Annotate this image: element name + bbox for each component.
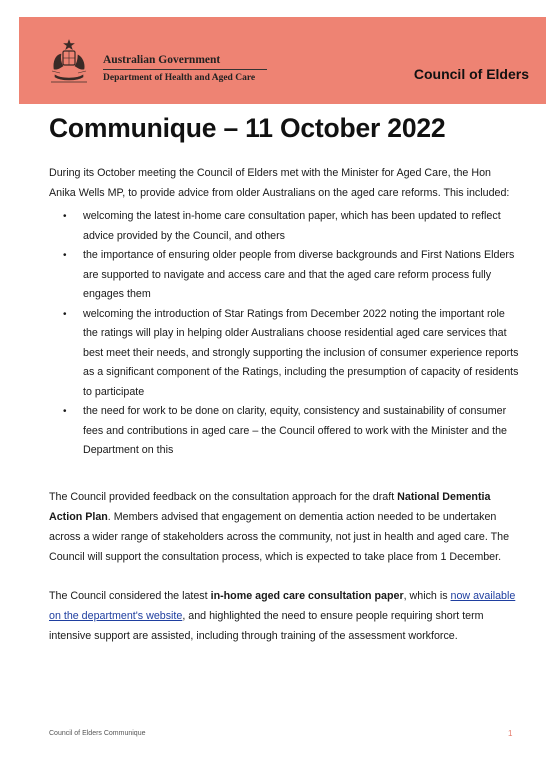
dementia-plan-bold: National Dementia Action Plan: [49, 490, 491, 523]
logo-divider: [103, 69, 267, 70]
dementia-paragraph: [49, 487, 519, 567]
text-run: The Council considered the latest: [49, 589, 211, 602]
bullet-icon: •: [63, 211, 67, 222]
government-logo-text: [103, 54, 267, 83]
text-run: . Members advised that engagement on dementia action needed to be undertaken across a wider range of stakeholders across the community, not just in health and aged care. The Council will support the consultation process, which is expected to take place from 1 December.: [49, 510, 510, 563]
bullet-icon: •: [63, 308, 67, 320]
list-item-text: welcoming the latest in-home care consultation paper, which has been updated to reflect advice provided by the Council, and others: [83, 210, 501, 242]
list-item: [49, 305, 519, 403]
list-item-text: the importance of ensuring older people from diverse backgrounds and First Nations Elders are supported to navigate and access care and that the aged care reform process fully engages them: [83, 249, 515, 300]
list-item: [49, 402, 519, 461]
bullet-icon: •: [63, 406, 67, 417]
consultation-paper-bold: in-home aged care consultation paper: [210, 589, 404, 602]
header-banner: [19, 17, 546, 104]
footer-title: Council of Elders Communique: [49, 730, 146, 737]
text-run: , which is: [403, 589, 451, 602]
department-name: Department of Health and Aged Care: [103, 73, 256, 83]
in-home-care-paragraph: [49, 586, 519, 646]
list-item-text: welcoming the introduction of Star Ratings from December 2022 noting the important role the ratings will play in helping older Australians choose residential aged care services that best meet their needs, and strongly supporting the inclusion of consumer experience reports as a significant component of the Ratings, including the presumption of capacity of residents to participate: [83, 307, 519, 398]
government-name: Australian Government: [103, 54, 221, 66]
bullet-icon: •: [63, 250, 67, 261]
text-run: , and highlighted the need to ensure people requiring short term intensive support are assisted, including through training of the assessment workforce.: [49, 609, 484, 642]
coat-of-arms-icon: [49, 39, 89, 83]
list-item: [49, 207, 519, 246]
bullet-list: [49, 207, 519, 461]
department-website-link[interactable]: now available on the department's website: [49, 589, 516, 622]
document-body: [49, 163, 519, 646]
page-number: 1: [508, 729, 513, 738]
intro-paragraph: During its October meeting the Council of Elders met with the Minister for Aged Care, the Hon Anika Wells MP, to provide advice from older Australians on the aged care reforms. This included:: [49, 167, 510, 199]
list-item-text: the need for work to be done on clarity, equity, consistency and sustainability of consumer fees and contributions in aged care – the Council offered to work with the Minister and the Department on this: [83, 405, 507, 456]
list-item: [49, 246, 519, 305]
council-title: Council of Elders: [413, 66, 529, 82]
text-run: The Council provided feedback on the consultation approach for the draft: [49, 490, 398, 503]
page-title: Communique – 11 October 2022: [49, 113, 446, 143]
